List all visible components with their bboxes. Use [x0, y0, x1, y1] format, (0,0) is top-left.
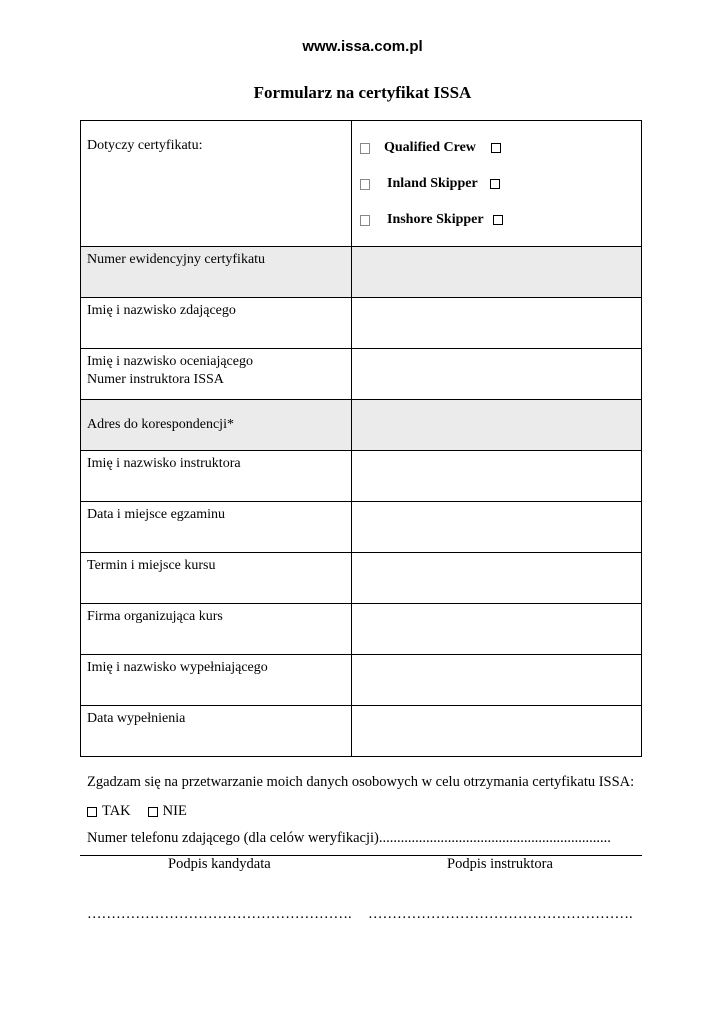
row-value-field[interactable]: [352, 655, 642, 706]
row-label: Imię i nazwisko wypełniającego: [81, 655, 352, 706]
row-value-field[interactable]: [352, 706, 642, 757]
phone-number-field[interactable]: Numer telefonu zdającego (dla celów weryfikacji)................................................................: [87, 830, 611, 846]
option-label: Inland Skipper: [387, 176, 478, 191]
website-url: www.issa.com.pl: [302, 38, 423, 55]
form-row: [81, 349, 642, 400]
row-value-field[interactable]: [352, 553, 642, 604]
yes-checkbox-icon[interactable]: [87, 807, 97, 817]
certificate-type-row: [81, 121, 642, 247]
form-row: [81, 604, 642, 655]
form-row: [81, 502, 642, 553]
no-label: NIE: [162, 803, 187, 819]
form-row: [81, 298, 642, 349]
row-value-field[interactable]: [352, 400, 642, 451]
row-value-field[interactable]: [352, 604, 642, 655]
form-title: Formularz na certyfikat ISSA: [253, 83, 472, 102]
instructor-signature-line[interactable]: ……………………………………………….: [368, 906, 633, 922]
instructor-signature-label: Podpis instruktora: [447, 856, 553, 872]
divider: [80, 855, 642, 856]
form-row: [81, 553, 642, 604]
form-row: [81, 400, 642, 451]
option-inshore-skipper[interactable]: [352, 202, 641, 238]
row-label: Imię i nazwisko oceniającego Numer instruktora ISSA: [81, 349, 352, 400]
option-qualified-crew[interactable]: [352, 130, 641, 166]
row-value-field[interactable]: [352, 451, 642, 502]
row-label: Adres do korespondencji*: [81, 400, 352, 451]
candidate-signature-label: Podpis kandydata: [168, 856, 271, 872]
form-row: [81, 706, 642, 757]
row-value-field[interactable]: [352, 502, 642, 553]
row-value-field[interactable]: [352, 247, 642, 298]
consent-choice: [87, 803, 187, 820]
checkbox-icon[interactable]: [493, 215, 503, 225]
consent-statement: Zgadzam się na przetwarzanie moich danych osobowych w celu otrzymania certyfikatu ISSA:: [87, 774, 635, 790]
certificate-form-table: [80, 120, 642, 757]
form-row: [81, 451, 642, 502]
checkbox-icon[interactable]: [360, 143, 370, 154]
option-label: Qualified Crew: [384, 140, 476, 155]
certificate-options-cell: [352, 121, 642, 247]
row-label: Imię i nazwisko instruktora: [81, 451, 352, 502]
certificate-type-label: Dotyczy certyfikatu:: [81, 121, 352, 247]
row-label: Termin i miejsce kursu: [81, 553, 352, 604]
row-label: Imię i nazwisko zdającego: [81, 298, 352, 349]
checkbox-icon[interactable]: [360, 179, 370, 190]
no-checkbox-icon[interactable]: [148, 807, 158, 817]
checkbox-icon[interactable]: [360, 215, 370, 226]
option-label: Inshore Skipper: [387, 212, 484, 227]
row-value-field[interactable]: [352, 349, 642, 400]
option-inland-skipper[interactable]: [352, 166, 641, 202]
row-value-field[interactable]: [352, 298, 642, 349]
checkbox-icon[interactable]: [490, 179, 500, 189]
yes-label: TAK: [102, 803, 131, 819]
row-label: Numer ewidencyjny certyfikatu: [81, 247, 352, 298]
row-label: Data wypełnienia: [81, 706, 352, 757]
candidate-signature-line[interactable]: ……………………………………………….: [87, 906, 352, 922]
row-label: Firma organizująca kurs: [81, 604, 352, 655]
form-row: [81, 655, 642, 706]
checkbox-icon[interactable]: [491, 143, 501, 153]
row-label: Data i miejsce egzaminu: [81, 502, 352, 553]
form-row: [81, 247, 642, 298]
